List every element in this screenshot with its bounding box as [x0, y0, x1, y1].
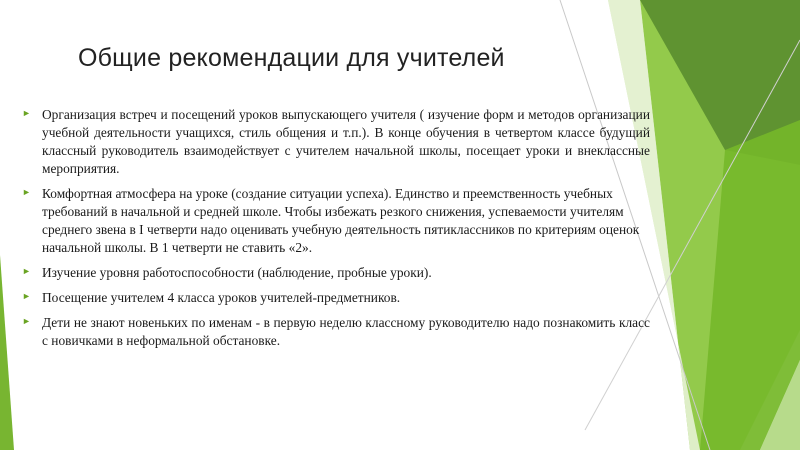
bullet-text: Организация встреч и посещений уроков выпускающего учителя ( изучение форм и методов организации учебной деятельности учащихся, стиль общения и т.п.). В конце обучения в четвертом классе будущий классный руководитель взаимодействует с учителем начальной школы, посещает уроки и внеклассные мероприятия. [42, 107, 650, 176]
list-item [22, 314, 650, 350]
bullet-text: Комфортная атмосфера на уроке (создание ситуации успеха). Единство и преемственность учебных требований в начальной и средней школе. Чтобы избежать резкого снижения, успеваемости учителям среднего звена в I четверти надо оценивать учебную деятельность пятиклассников по критериям оценок начальной школы. В 1 четверти не ставить «2». [42, 186, 640, 255]
bullet-arrow-icon: ► [22, 266, 31, 276]
bullet-arrow-icon: ► [22, 108, 31, 118]
bullet-list [22, 106, 650, 357]
bullet-arrow-icon: ► [22, 187, 31, 197]
bullet-arrow-icon: ► [22, 291, 31, 301]
bullet-text: Дети не знают новеньких по именам - в первую неделю классному руководителю надо познакомить класс с новичками в неформальной обстановке. [42, 315, 650, 348]
list-item [22, 289, 650, 307]
slide-title: Общие рекомендации для учителей [78, 44, 505, 72]
bullet-arrow-icon: ► [22, 316, 31, 326]
list-item [22, 185, 650, 257]
left-green-shape [0, 255, 14, 450]
bullet-text: Посещение учителем 4 класса уроков учителей-предметников. [42, 290, 401, 305]
list-item [22, 106, 650, 178]
bullet-text: Изучение уровня работоспособности (наблюдение, пробные уроки). [42, 265, 432, 280]
list-item [22, 264, 650, 282]
